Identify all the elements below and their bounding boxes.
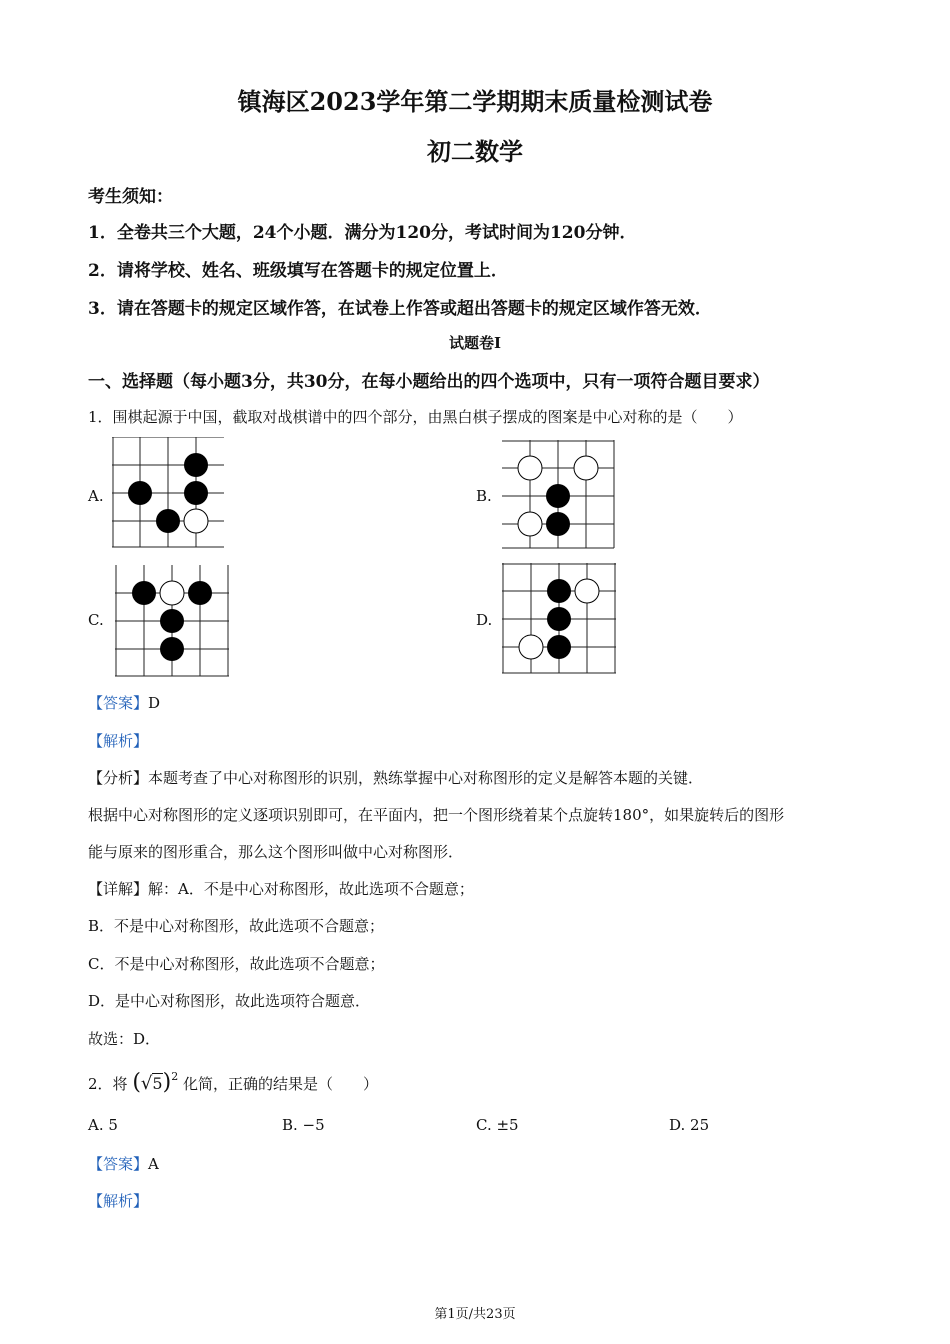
q2-answer-tag: 【答案】	[88, 1155, 149, 1173]
option-b-label: B.	[476, 487, 492, 505]
option-a-label: A.	[88, 487, 104, 505]
answer-value: D	[148, 694, 161, 712]
fenxi-text: 本题考查了中心对称图形的识别，熟练掌握中心对称图形的定义是解答本题的关键．	[148, 769, 704, 787]
q2-option-b: B. −5	[282, 1116, 325, 1134]
q1-analysis-line-3: 能与原来的图形重合，那么这个图形叫做中心对称图形．	[88, 843, 464, 861]
detail-text-1: 解：A．不是中心对称图形，故此选项不合题意；	[148, 880, 474, 898]
sqrt-icon: √	[140, 1073, 153, 1094]
notice-item-2: 2．请将学校、姓名、班级填写在答题卡的规定位置上．	[88, 261, 508, 281]
q1-detail-line-3: C．不是中心对称图形，故此选项不合题意；	[88, 955, 385, 973]
q1-conclusion: 故选：D．	[88, 1030, 161, 1048]
option-d-label: D.	[476, 611, 493, 629]
q2-answer-line	[88, 1153, 159, 1174]
q1-detail-line-1	[88, 878, 474, 899]
xiangjie-tag: 【详解】	[88, 880, 149, 898]
go-board-a	[112, 437, 224, 549]
fenxi-tag: 【分析】	[88, 769, 149, 787]
q1-detail-line-2: B．不是中心对称图形，故此选项不合题意；	[88, 917, 385, 935]
sqrt-expression: (	[132, 1070, 141, 1095]
q2-option-a: A. 5	[88, 1116, 118, 1134]
q1-answer-line	[88, 692, 160, 713]
q1-analysis-line-2: 根据中心对称图形的定义逐项识别即可，在平面内，把一个图形绕着某个点旋转180°，如果旋转后的图形	[88, 806, 785, 824]
page-subtitle: 初二数学	[427, 137, 523, 166]
section-heading: 一、选择题（每小题3分，共30分，在每小题给出的四个选项中，只有一项符合题目要求）	[88, 372, 770, 392]
option-c-label: C.	[88, 611, 104, 629]
q1-detail-line-4: D．是中心对称图形，故此选项符合题意．	[88, 992, 371, 1010]
page-title: 镇海区2023学年第二学期期末质量检测试卷	[237, 87, 713, 116]
go-board-b	[502, 440, 616, 550]
question-2-stem: 2．将 $(√5)^2$ 化简，正确的结果是（ ）	[88, 1070, 378, 1095]
question-1-stem: 1．围棋起源于中国，截取对战棋谱中的四个部分，由黑白棋子摆成的图案是中心对称的是（ ）	[88, 408, 743, 426]
notice-item-3: 3．请在答题卡的规定区域作答，在试卷上作答或超出答题卡的规定区域作答无效．	[88, 299, 712, 319]
analysis-tag: 【解析】	[88, 732, 149, 750]
exponent: 2	[171, 1070, 179, 1083]
answer-tag: 【答案】	[88, 694, 149, 712]
q2-option-d: D. 25	[669, 1116, 710, 1134]
q2-suffix: 化简，正确的结果是（ ）	[182, 1075, 378, 1093]
notice-heading: 考生须知：	[88, 187, 173, 207]
q2-answer-value: A	[148, 1155, 159, 1173]
radicand: 5	[152, 1074, 163, 1093]
q2-analysis-tag: 【解析】	[88, 1192, 149, 1210]
go-board-c	[115, 565, 231, 677]
q1-fenxi-line	[88, 767, 703, 788]
go-board-d	[502, 563, 618, 675]
paper-label: 试题卷I	[448, 334, 502, 352]
q2-prefix: 2．将	[88, 1075, 128, 1093]
page-footer: 第1页/共23页	[434, 1307, 516, 1322]
notice-item-1: 1．全卷共三个大题，24个小题．满分为120分，考试时间为120分钟．	[88, 223, 637, 243]
q2-option-c: C. ±5	[476, 1116, 519, 1134]
